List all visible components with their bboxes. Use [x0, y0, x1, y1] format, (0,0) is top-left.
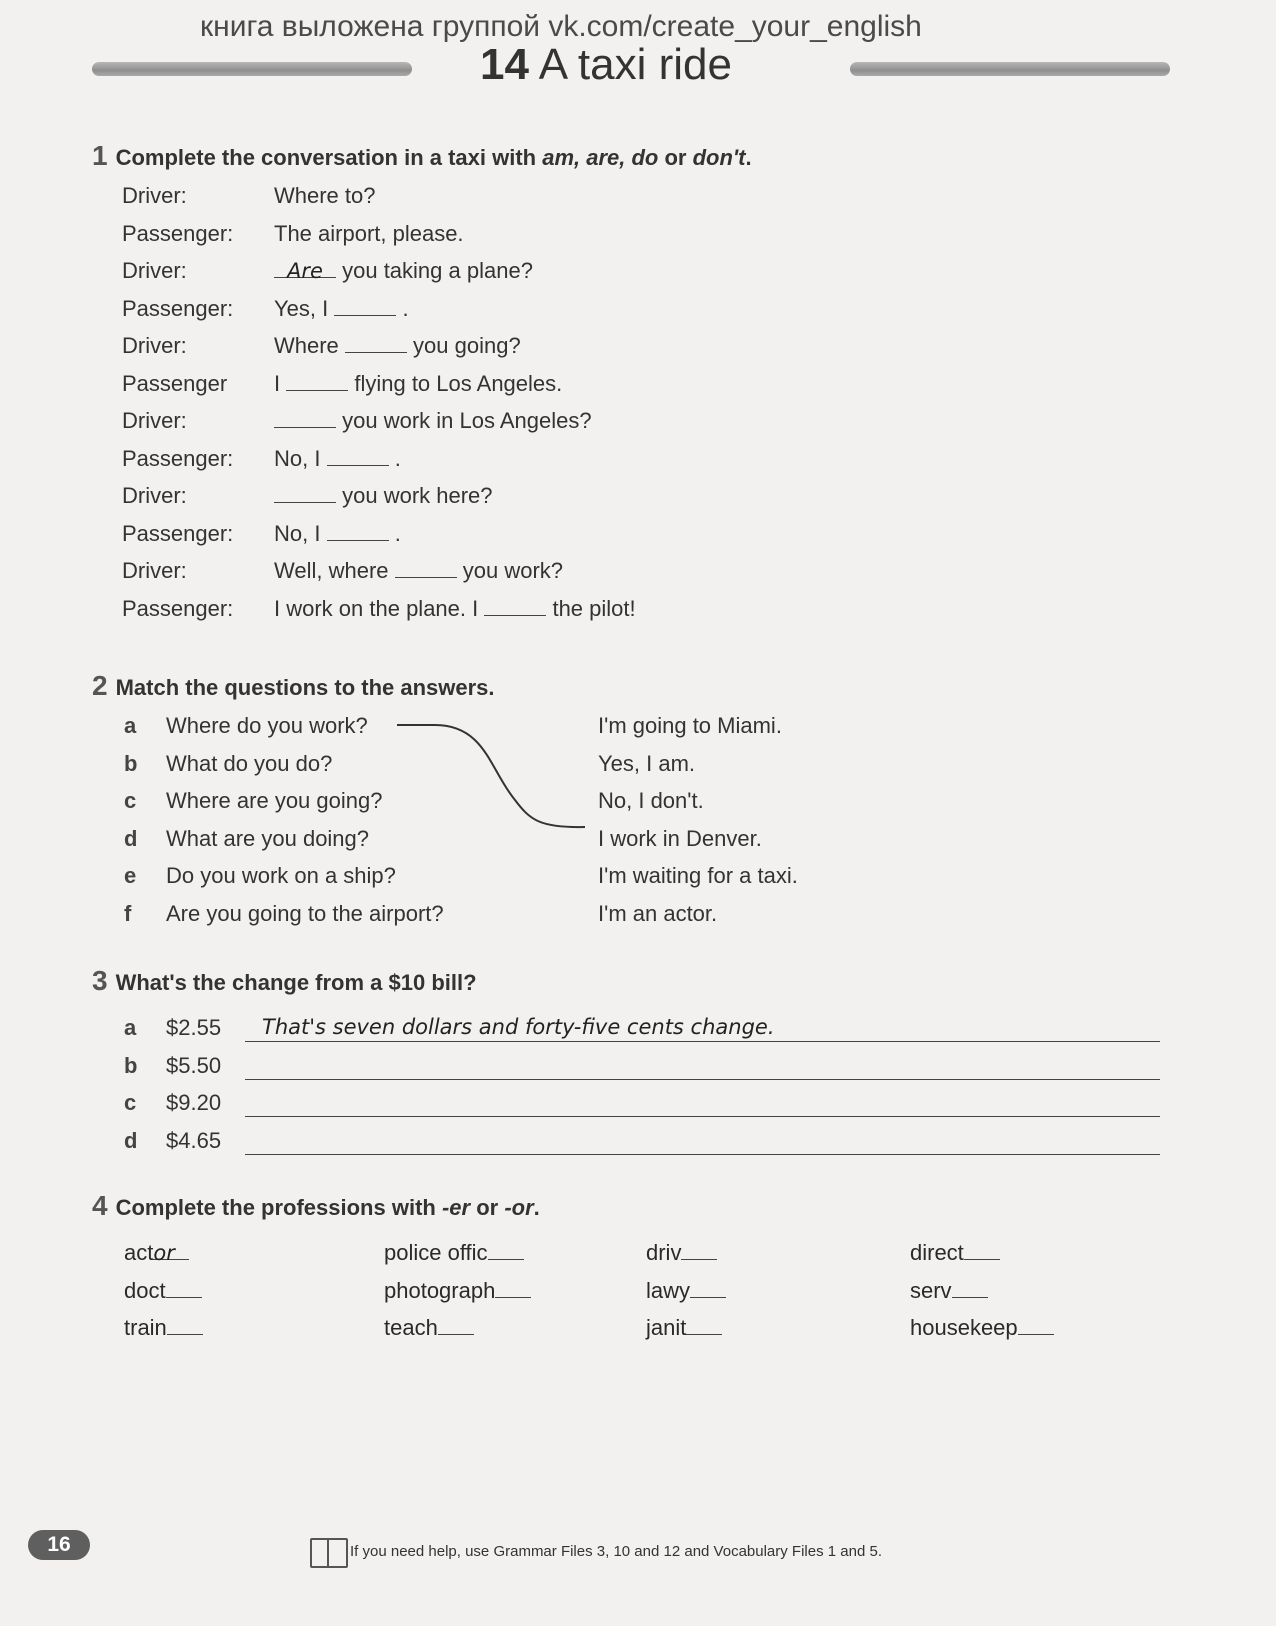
exercise-number: 1 [92, 140, 108, 171]
change-row [0, 1015, 1276, 1047]
question-text: What are you doing? [166, 825, 370, 851]
dialogue-line [0, 221, 1276, 251]
line-text [274, 521, 401, 547]
text-after: you work? [456, 558, 564, 583]
text-after: . [388, 520, 401, 546]
instruction-text: Complete the conversation in a taxi with [115, 145, 543, 170]
text-after: you work here? [336, 483, 493, 508]
instruction-text: or [658, 145, 693, 170]
item-letter: c [124, 788, 137, 813]
suffix-blank [952, 1279, 988, 1298]
dialogue-line [0, 371, 1276, 401]
item-letter: d [124, 825, 138, 851]
question-text: Where are you going? [166, 788, 383, 813]
text-before: The airport, please. [274, 220, 464, 246]
line-text [274, 596, 636, 622]
speaker-label: Passenger [122, 370, 228, 396]
instruction-words: -er [441, 1195, 471, 1220]
line-text [274, 258, 533, 284]
answer-text: Yes, I am. [598, 750, 696, 776]
dialogue-line [0, 183, 1276, 213]
profession-item [124, 1315, 203, 1341]
answer-blank [274, 484, 336, 503]
speaker-label: Passenger: [122, 595, 234, 621]
dialogue-line [0, 296, 1276, 326]
suffix-blank [690, 1279, 726, 1298]
amount: $5.50 [166, 1052, 222, 1078]
text-after: you taking a plane? [336, 258, 533, 283]
dialogue-line [0, 558, 1276, 588]
exercise-3-heading [92, 965, 477, 997]
answer-blank [334, 297, 396, 316]
change-row [0, 1053, 1276, 1085]
question-row [0, 901, 1276, 931]
profession-item [384, 1240, 524, 1266]
line-text [274, 333, 521, 359]
amount: $4.65 [166, 1127, 222, 1153]
profession-item [910, 1240, 1000, 1266]
profession-item [910, 1315, 1054, 1341]
suffix-blank: or [153, 1241, 189, 1260]
text-before: No, I [274, 520, 327, 546]
suffix-blank [488, 1241, 524, 1260]
profession-stem: doct [124, 1277, 166, 1303]
profession-item [646, 1315, 722, 1341]
speaker-label: Passenger: [122, 220, 234, 246]
text-before: Where to? [274, 183, 376, 208]
profession-item [646, 1278, 726, 1304]
answer-text: I'm waiting for a taxi. [598, 863, 798, 888]
suffix-blank [681, 1241, 717, 1260]
instruction-text: Match the questions to the answers. [115, 675, 495, 700]
answer-line [245, 1154, 1160, 1155]
book-icon [310, 1538, 348, 1568]
dialogue-line [0, 446, 1276, 476]
answer-blank [345, 334, 407, 353]
text-before: No, I [274, 445, 327, 471]
unit-number: 14 [480, 40, 529, 89]
dialogue-line [0, 596, 1276, 626]
change-row [0, 1128, 1276, 1160]
suffix-blank [1018, 1316, 1054, 1335]
question-text: Are you going to the airport? [166, 900, 444, 926]
watermark-text: книга выложена группой vk.com/create_your_english [200, 10, 922, 43]
answer-text: I'm going to Miami. [598, 713, 782, 738]
line-text [274, 446, 401, 472]
line-text [274, 296, 409, 322]
exercise-number: 2 [92, 670, 108, 701]
speaker-label: Driver: [122, 333, 187, 358]
profession-item [124, 1240, 189, 1266]
question-row [0, 826, 1276, 856]
item-letter: f [124, 900, 132, 926]
answer-blank [274, 409, 336, 428]
suffix-blank [686, 1316, 722, 1335]
speaker-label: Driver: [122, 408, 187, 433]
answer-blank: Are [274, 259, 336, 278]
line-text [274, 183, 376, 209]
profession-stem: police offic [384, 1240, 488, 1265]
question-text: What do you do? [166, 750, 333, 776]
unit-title: A taxi ride [538, 40, 732, 89]
question-row [0, 713, 1276, 743]
profession-item [124, 1278, 202, 1304]
profession-stem: janit [646, 1315, 687, 1340]
instruction-text: What's the change from a $10 bill? [115, 970, 477, 995]
text-after: you work in Los Angeles? [336, 408, 592, 433]
question-row [0, 863, 1276, 893]
item-letter: a [124, 1015, 137, 1040]
text-before: I [274, 370, 287, 396]
answer-text: No, I don't. [598, 788, 704, 813]
instruction-text: Complete the professions with [115, 1195, 442, 1220]
item-letter: c [124, 1090, 137, 1115]
dialogue-line [0, 483, 1276, 513]
item-letter: d [124, 1127, 138, 1153]
answer-text: I'm an actor. [598, 900, 718, 926]
text-after: you going? [406, 333, 521, 358]
question-text: Do you work on a ship? [166, 863, 396, 888]
text-before: Well, where [274, 558, 395, 583]
profession-item [646, 1240, 717, 1266]
speaker-label: Passenger: [122, 520, 234, 546]
exercise-4-heading [92, 1190, 540, 1222]
matching-line [395, 700, 605, 850]
help-note: If you need help, use Grammar Files 3, 10 and 12 and Vocabulary Files 1 and 5. [350, 1543, 882, 1560]
answer-line [245, 1116, 1160, 1117]
answer-blank [484, 597, 546, 616]
dialogue-line [0, 333, 1276, 363]
dialogue-line [0, 258, 1276, 288]
exercise-1-heading [92, 140, 752, 172]
answer-handwritten: That's seven dollars and forty-five cents change. [262, 1015, 775, 1039]
item-letter: a [124, 713, 137, 738]
profession-stem: driv [646, 1240, 682, 1265]
speaker-label: Passenger: [122, 295, 234, 321]
text-after: flying to Los Angeles. [348, 370, 563, 396]
speaker-label: Driver: [122, 183, 187, 208]
suffix-blank [167, 1316, 203, 1335]
profession-stem: train [124, 1315, 167, 1340]
question-row [0, 751, 1276, 781]
profession-item [910, 1278, 988, 1304]
dialogue-line [0, 408, 1276, 438]
item-letter: b [124, 1052, 138, 1078]
profession-stem: direct [910, 1240, 964, 1265]
exercise-number: 3 [92, 965, 108, 996]
profession-stem: lawy [646, 1277, 691, 1303]
answer-line [245, 1079, 1160, 1080]
text-after: the pilot! [546, 595, 636, 621]
profession-stem: teach [384, 1315, 438, 1340]
profession-item [384, 1278, 531, 1304]
line-text [274, 408, 592, 434]
instruction-words: don't [692, 145, 746, 170]
page-title [480, 40, 732, 90]
speaker-label: Driver: [122, 483, 187, 508]
text-before: I work on the plane. I [274, 595, 485, 621]
instruction-text: . [533, 1195, 540, 1220]
amount: $9.20 [166, 1090, 222, 1115]
suffix-blank [438, 1316, 474, 1335]
speaker-label: Passenger: [122, 445, 234, 471]
exercise-2-heading [92, 670, 495, 702]
question-row [0, 788, 1276, 818]
answer-blank [286, 372, 348, 391]
profession-stem: act [124, 1240, 154, 1265]
profession-stem: serv [910, 1277, 952, 1303]
suffix-blank [964, 1241, 1000, 1260]
speaker-label: Driver: [122, 558, 187, 583]
answer-text: I work in Denver. [598, 825, 762, 851]
change-row [0, 1090, 1276, 1122]
item-letter: b [124, 750, 138, 776]
answer-blank [327, 447, 389, 466]
profession-stem: photograph [384, 1277, 496, 1303]
answer-blank [327, 522, 389, 541]
profession-stem: housekeep [910, 1315, 1018, 1340]
line-text [274, 483, 493, 509]
dialogue-line [0, 521, 1276, 551]
line-text [274, 221, 464, 247]
text-before: Yes, I [274, 295, 335, 321]
instruction-text: or [470, 1195, 505, 1220]
question-text: Where do you work? [166, 713, 368, 738]
amount: $2.55 [166, 1015, 222, 1040]
line-text [274, 558, 563, 584]
speaker-label: Driver: [122, 258, 187, 283]
text-before: Where [274, 333, 345, 358]
text-after: . [388, 445, 401, 471]
line-text [274, 371, 562, 397]
title-decor-right [850, 62, 1170, 76]
page-number: 16 [28, 1530, 90, 1560]
exercise-number: 4 [92, 1190, 108, 1221]
title-decor-left [92, 62, 412, 76]
answer-blank [395, 559, 457, 578]
text-after: . [396, 295, 409, 321]
answer-line [245, 1041, 1160, 1042]
suffix-blank [166, 1279, 202, 1298]
suffix-blank [495, 1279, 531, 1298]
profession-item [384, 1315, 474, 1341]
item-letter: e [124, 863, 137, 888]
instruction-words: am, are, do [542, 145, 659, 170]
instruction-text: . [745, 145, 752, 170]
instruction-words: -or [504, 1195, 534, 1220]
